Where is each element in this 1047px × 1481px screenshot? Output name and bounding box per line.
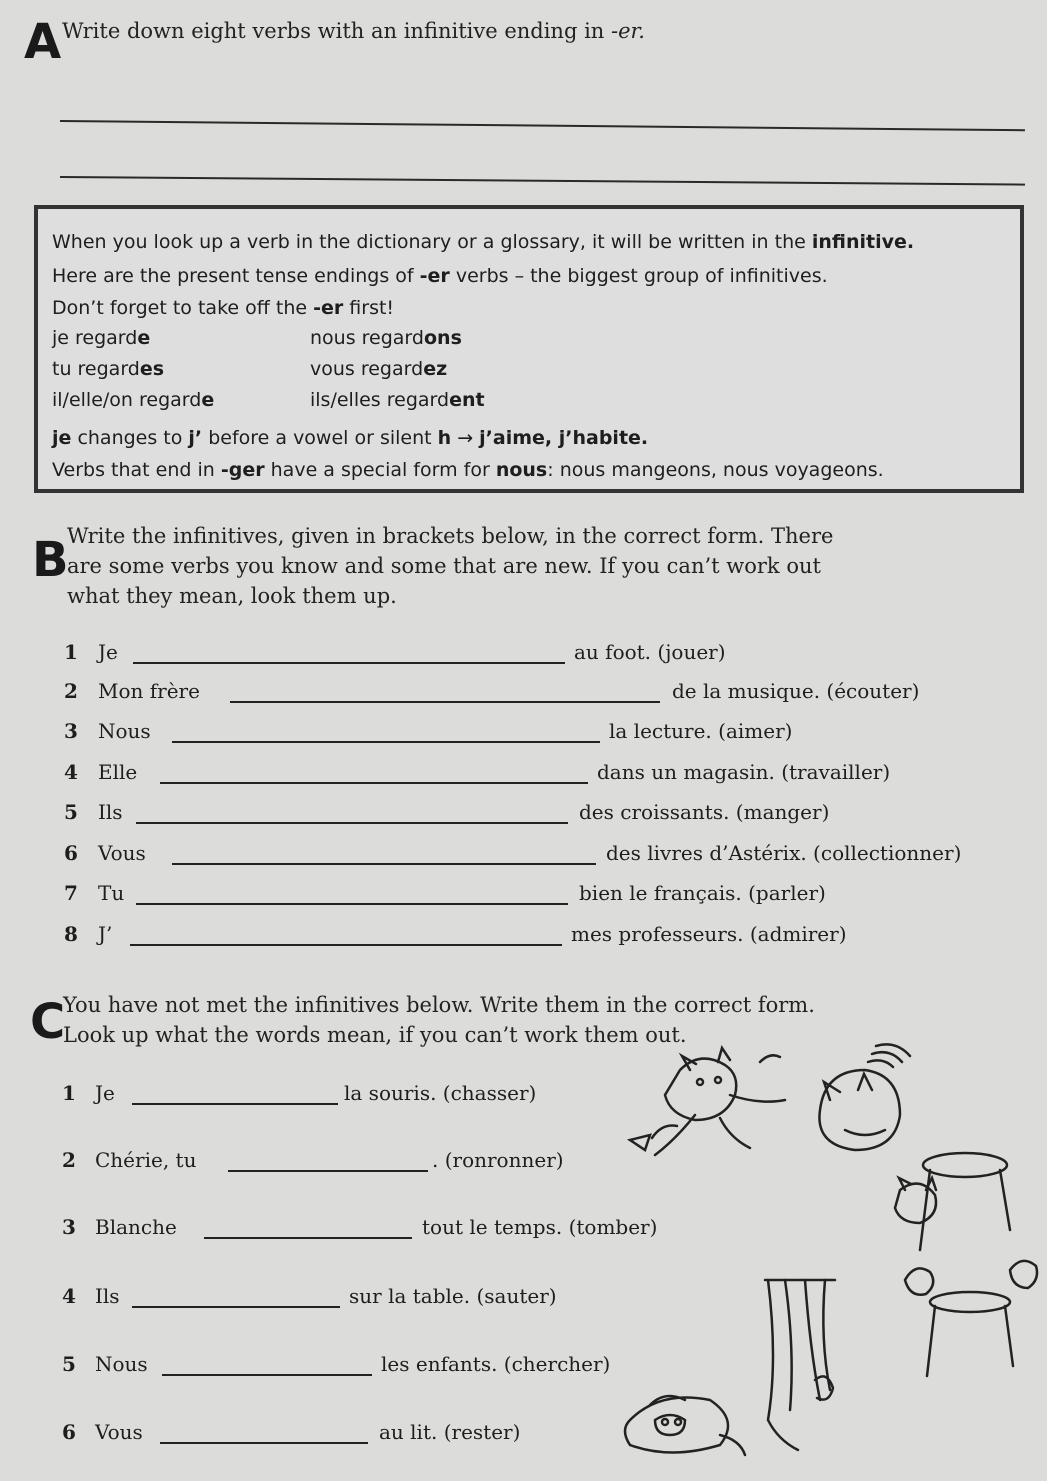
exercise-subject: Vous: [98, 841, 146, 865]
answer-blank[interactable]: [133, 642, 565, 664]
rule-1-j: j’: [188, 427, 203, 449]
conj-il-stem: il/elle/on regard: [52, 389, 202, 411]
rule-2-ger: -ger: [220, 459, 265, 481]
rule-1-h: h: [437, 427, 452, 449]
exercise-subject: Je: [98, 640, 118, 664]
conj-ils: [310, 389, 485, 411]
exercise-number: 2: [62, 1148, 76, 1172]
section-c-letter: C: [30, 994, 66, 1050]
answer-line-2[interactable]: [60, 176, 1025, 186]
exercise-prompt: au foot. (jouer): [574, 640, 726, 664]
conj-vous: [310, 358, 447, 380]
exercise-prompt: la lecture. (aimer): [609, 719, 793, 743]
exercise-subject: Vous: [95, 1420, 143, 1444]
conj-nous: [310, 327, 462, 349]
info-line-2-bold: -er: [419, 265, 450, 287]
cat-purring-icon: [819, 1044, 910, 1150]
conj-je-ending: e: [137, 327, 151, 349]
conj-je: [52, 327, 150, 349]
exercise-number: 1: [64, 640, 78, 664]
exercise-number: 5: [64, 800, 78, 824]
conj-ils-ending: ent: [449, 389, 485, 411]
answer-blank[interactable]: [130, 924, 562, 946]
answer-blank[interactable]: [162, 1354, 372, 1376]
exercise-number: 6: [62, 1420, 76, 1444]
answer-blank[interactable]: [136, 883, 568, 905]
answer-blank[interactable]: [136, 802, 568, 824]
exercise-number: 8: [64, 922, 78, 946]
answer-blank[interactable]: [160, 1422, 368, 1444]
exercise-prompt: la souris. (chasser): [344, 1081, 537, 1105]
rule-2-post: : nous mangeons, nous voyageons.: [547, 459, 884, 481]
exercise-subject: Mon frère: [98, 679, 200, 703]
exercise-number: 3: [62, 1215, 76, 1239]
cats-on-table-icon: [905, 1261, 1037, 1376]
exercise-prompt: dans un magasin. (travailler): [597, 760, 891, 784]
conj-tu-ending: es: [139, 358, 165, 380]
conj-nous-ending: ons: [423, 327, 462, 349]
section-c-instruction-line-1: You have not met the infinitives below. Write them in the correct form.: [63, 993, 815, 1017]
answer-blank[interactable]: [132, 1083, 338, 1105]
exercise-subject: Nous: [98, 719, 151, 743]
exercise-subject: Ils: [95, 1284, 120, 1308]
rule-2-mid: have a special form for: [264, 459, 496, 481]
rule-1-examples: j’aime, j’habite.: [479, 427, 649, 449]
exercise-prompt: de la musique. (écouter): [672, 679, 920, 703]
rule-1-je: je: [52, 427, 72, 449]
section-a-instruction-text: Write down eight verbs with an infinitive ending in: [62, 19, 611, 43]
info-line-1: [52, 231, 914, 253]
cat-chasing-mouse-icon: [630, 1048, 785, 1155]
exercise-subject: Blanche: [95, 1215, 177, 1239]
info-line-3-text: Don’t forget to take off the: [52, 297, 314, 319]
info-line-2: [52, 265, 828, 287]
exercise-subject: Elle: [98, 760, 138, 784]
conj-tu: [52, 358, 164, 380]
exercise-number: 6: [64, 841, 78, 865]
answer-line-1[interactable]: [60, 120, 1025, 131]
info-line-2-post: verbs – the biggest group of infinitives.: [449, 265, 828, 287]
exercise-number: 2: [64, 679, 78, 703]
conj-tu-stem: tu regard: [52, 358, 140, 380]
cat-illustrations: [600, 1040, 1047, 1481]
answer-blank[interactable]: [132, 1286, 340, 1308]
exercise-prompt: tout le temps. (tomber): [422, 1215, 658, 1239]
exercise-prompt: . (ronronner): [432, 1148, 564, 1172]
conj-il: [52, 389, 214, 411]
info-line-3-bold: -er: [313, 297, 344, 319]
section-a-letter: A: [24, 14, 62, 70]
section-a-instruction: [62, 16, 645, 46]
cat-on-table-icon: [895, 1153, 1010, 1250]
grammar-info-box: [34, 205, 1024, 493]
exercise-subject: Tu: [98, 881, 125, 905]
exercise-subject: Je: [95, 1081, 115, 1105]
exercise-prompt: des livres d’Astérix. (collectionner): [606, 841, 962, 865]
arrow-right-icon: →: [451, 427, 480, 449]
exercise-prompt: des croissants. (manger): [579, 800, 830, 824]
section-c-instruction-line-2: Look up what the words mean, if you can’t work them out.: [63, 1023, 687, 1047]
section-b-instruction-line-3: what they mean, look them up.: [67, 584, 397, 608]
exercise-prompt: les enfants. (chercher): [381, 1352, 611, 1376]
exercise-prompt: mes professeurs. (admirer): [571, 922, 847, 946]
rule-2-nous: nous: [495, 459, 548, 481]
conj-vous-ending: ez: [423, 358, 448, 380]
exercise-prompt: au lit. (rester): [379, 1420, 521, 1444]
answer-blank[interactable]: [160, 762, 588, 784]
exercise-subject: Ils: [98, 800, 123, 824]
info-line-1-bold: infinitive.: [811, 231, 915, 253]
exercise-prompt: bien le français. (parler): [579, 881, 826, 905]
conj-il-ending: e: [201, 389, 215, 411]
info-line-2-text: Here are the present tense endings of: [52, 265, 420, 287]
info-rule-1: [52, 427, 648, 449]
exercise-subject: Nous: [95, 1352, 148, 1376]
exercise-subject: Chérie, tu: [95, 1148, 197, 1172]
section-b-instruction-line-2: are some verbs you know and some that are new. If you can’t work out: [67, 554, 821, 578]
exercise-number: 7: [64, 881, 78, 905]
rule-2-pre: Verbs that end in: [52, 459, 221, 481]
answer-blank[interactable]: [228, 1150, 428, 1172]
info-line-3-post: first!: [343, 297, 395, 319]
exercise-number: 4: [62, 1284, 76, 1308]
answer-blank[interactable]: [172, 843, 596, 865]
section-b-instruction-line-1: Write the infinitives, given in brackets below, in the correct form. There: [67, 524, 834, 548]
answer-blank[interactable]: [204, 1217, 412, 1239]
rule-1-post: before a vowel or silent: [202, 427, 438, 449]
section-b-letter: B: [32, 532, 69, 588]
answer-blank[interactable]: [172, 721, 600, 743]
conj-nous-stem: nous regard: [310, 327, 424, 349]
conj-vous-stem: vous regard: [310, 358, 424, 380]
curtain-icon: [765, 1280, 835, 1450]
section-b-instruction: [67, 521, 833, 611]
exercise-subject: J’: [98, 922, 113, 946]
exercise-number: 1: [62, 1081, 76, 1105]
info-line-1-text: When you look up a verb in the dictionary or a glossary, it will be written in the: [52, 231, 812, 253]
rule-1-mid: changes to: [71, 427, 189, 449]
exercise-number: 5: [62, 1352, 76, 1376]
exercise-number: 3: [64, 719, 78, 743]
exercise-number: 4: [64, 760, 78, 784]
answer-blank[interactable]: [230, 681, 660, 703]
info-line-3: [52, 297, 394, 319]
cat-in-bed-icon: [625, 1396, 745, 1455]
info-rule-2: [52, 459, 884, 481]
conj-ils-stem: ils/elles regard: [310, 389, 450, 411]
exercise-prompt: sur la table. (sauter): [349, 1284, 557, 1308]
section-a-instruction-ending: -er.: [610, 19, 645, 43]
conj-je-stem: je regard: [52, 327, 138, 349]
